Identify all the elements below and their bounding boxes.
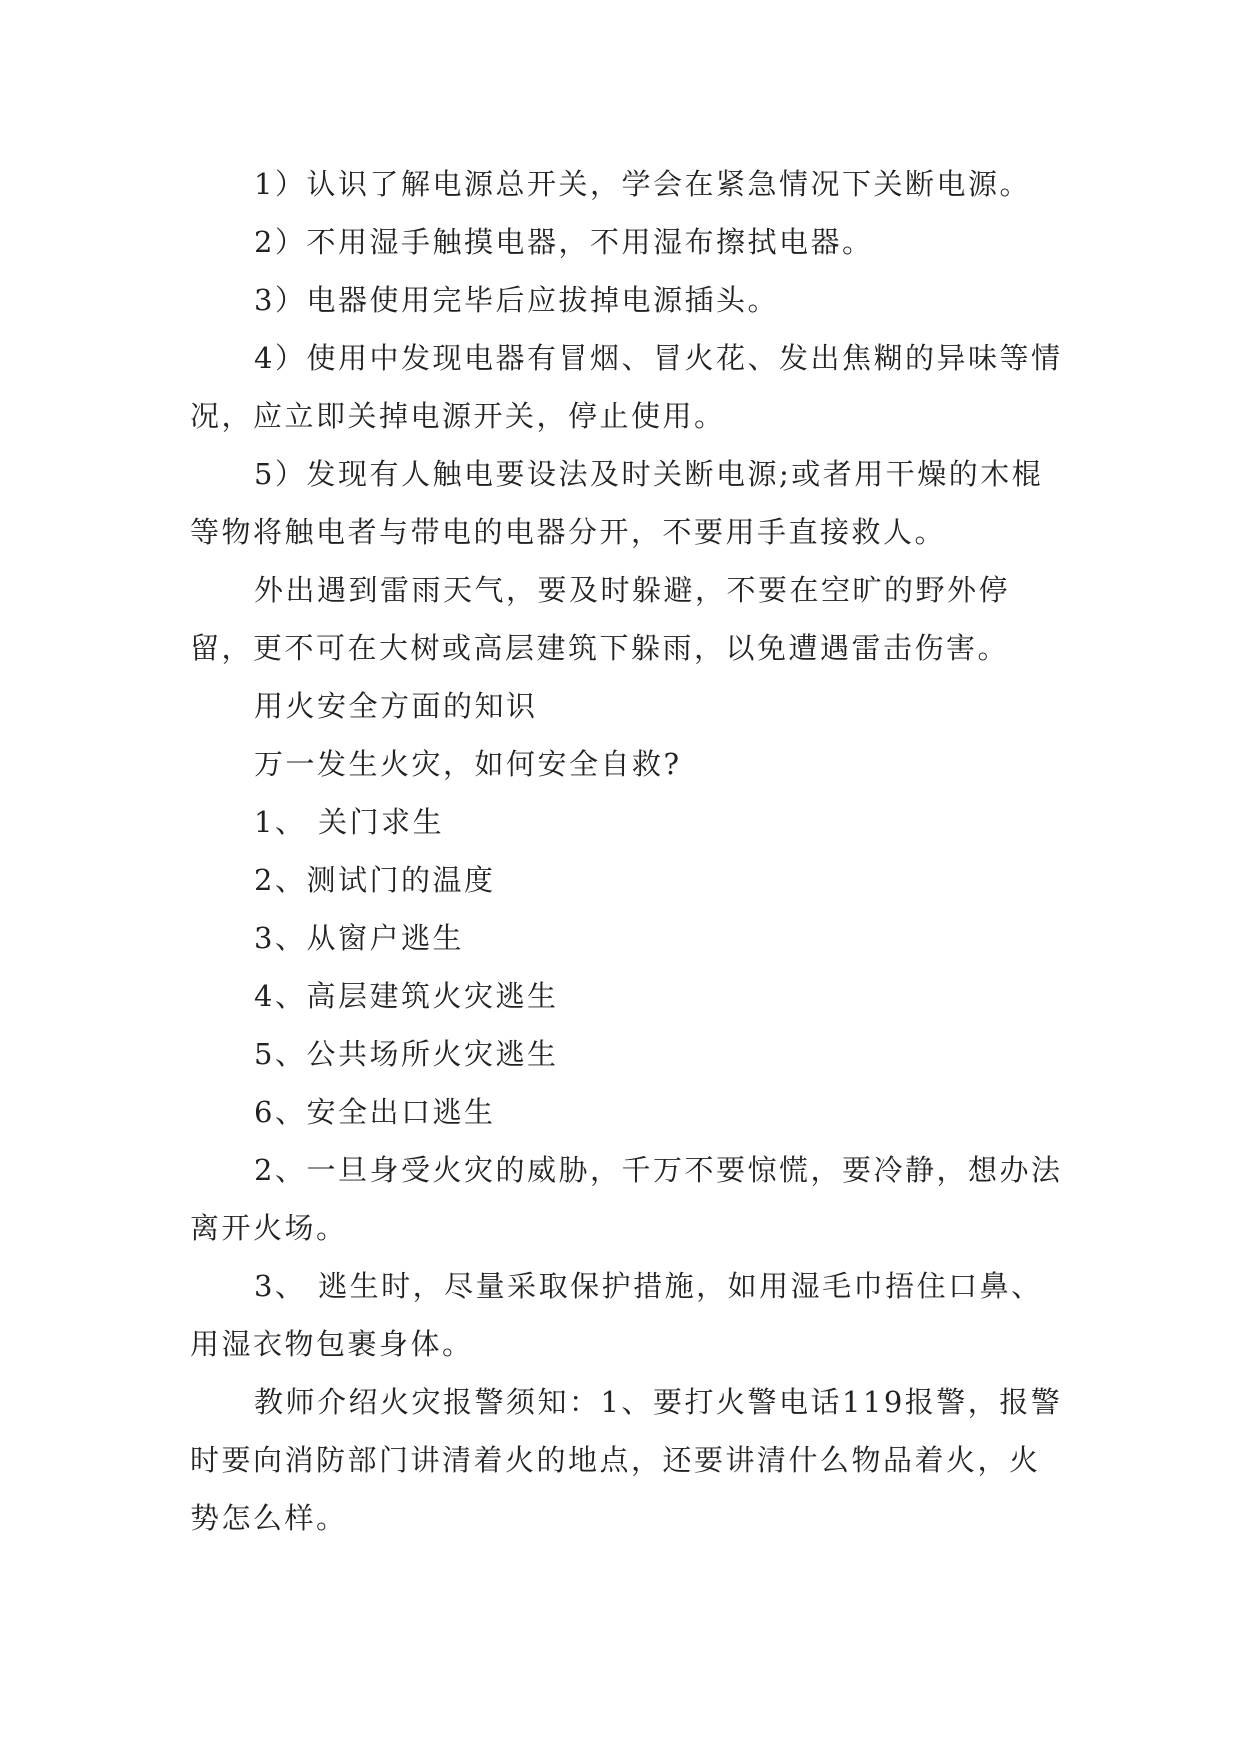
paragraph-8: 3、 逃生时，尽量采取保护措施，如用湿毛巾捂住口鼻、用湿衣物包裹身体。 — [190, 1269, 1043, 1361]
list-item-3: 3、从窗户逃生 — [254, 921, 464, 955]
paragraph-4: 4）使用中发现电器有冒烟、冒火花、发出焦糊的异味等情况，应立即关掉电源开关，停止使用。 — [190, 341, 1063, 433]
paragraph-3: 3）电器使用完毕后应拔掉电源插头。 — [254, 283, 779, 317]
paragraph-9: 教师介绍火灾报警须知：1、要打火警电话119报警，报警时要向消防部门讲清着火的地点，还要讲清什么物品着火，火势怎么样。 — [190, 1385, 1063, 1535]
list-item-5: 5、公共场所火灾逃生 — [254, 1037, 559, 1071]
paragraph-7: 2、一旦身受火灾的威胁，千万不要惊慌，要冷静，想办法离开火场。 — [190, 1153, 1063, 1245]
paragraph-5: 5）发现有人触电要设法及时关断电源;或者用干燥的木棍等物将触电者与带电的电器分开，不要用手直接救人。 — [190, 457, 1044, 549]
list-item-1: 1、 关门求生 — [254, 805, 445, 839]
section-heading-fire-safety: 用火安全方面的知识 — [254, 689, 538, 723]
paragraph-1: 1）认识了解电源总开关，学会在紧急情况下关断电源。 — [254, 167, 1031, 201]
paragraph-2: 2）不用湿手触摸电器，不用湿布擦拭电器。 — [254, 225, 874, 259]
document-body — [190, 155, 1070, 1547]
paragraph-6: 外出遇到雷雨天气，要及时躲避，不要在空旷的野外停留，更不可在大树或高层建筑下躲雨，以免遭遇雷击伤害。 — [190, 573, 1011, 665]
list-item-6: 6、安全出口逃生 — [254, 1095, 496, 1129]
list-item-4: 4、高层建筑火灾逃生 — [254, 979, 559, 1013]
question-heading: 万一发生火灾，如何安全自救? — [254, 747, 682, 781]
list-item-2: 2、测试门的温度 — [254, 863, 496, 897]
